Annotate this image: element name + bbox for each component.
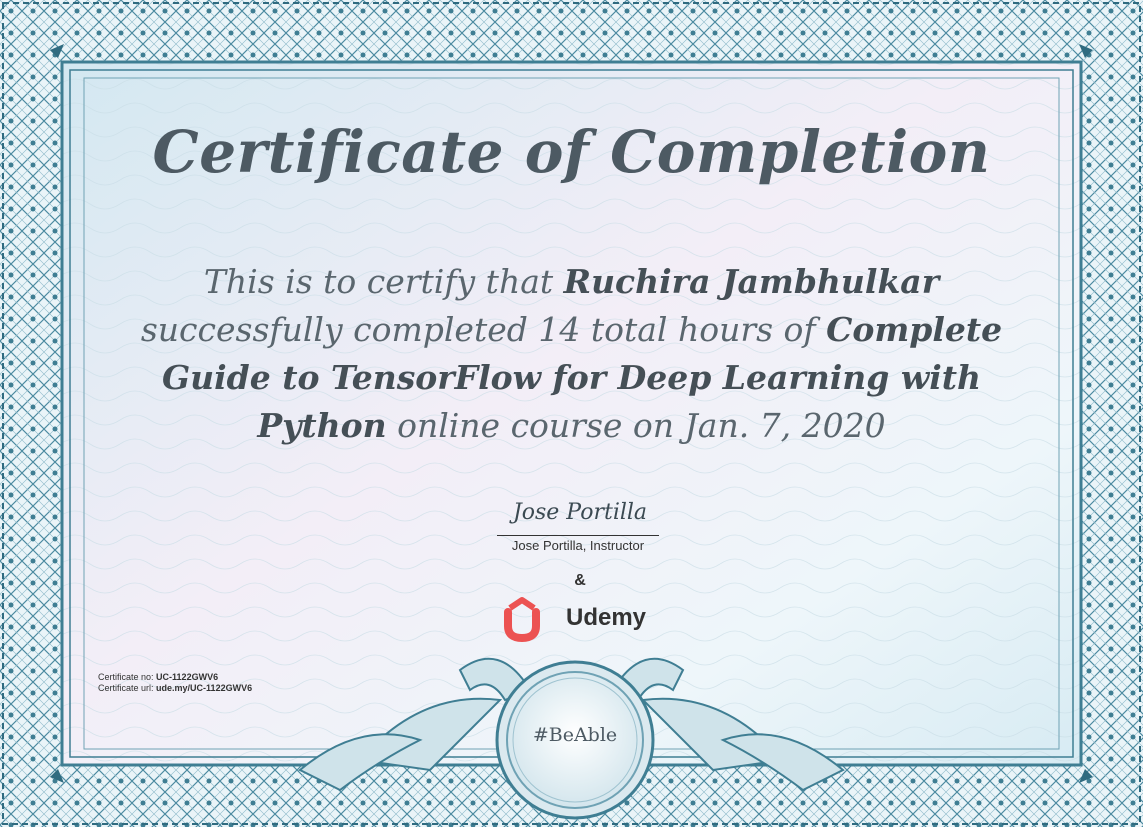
signature-caption: Jose Portilla, Instructor [511, 538, 645, 553]
completed-text: successfully completed [140, 310, 528, 349]
udemy-brand-name: Udemy [566, 604, 647, 631]
certificate-number-row [98, 672, 252, 683]
instructor-signature: Jose Portilla [512, 500, 648, 525]
certificate-number-label: Certificate no: [98, 672, 154, 682]
certificate-details [98, 672, 252, 694]
certificate-number-value: UC-1122GWV6 [156, 672, 219, 682]
hours-text: 14 total hours of [538, 310, 816, 349]
certificate-url-value[interactable]: ude.my/UC-1122GWV6 [156, 683, 253, 693]
certificate-title: Certificate of Completion [152, 118, 991, 186]
certificate-url-row [98, 683, 252, 694]
beable-badge: #BeAble [532, 724, 618, 746]
course-name: Complete Guide to TensorFlow for Deep Learning with Python [161, 310, 1003, 445]
intro-text: This is to certify that [203, 262, 554, 301]
ampersand: & [574, 572, 586, 589]
completion-date: Jan. 7, 2020 [684, 406, 886, 445]
certificate-url-label: Certificate url: [98, 683, 154, 693]
recipient-name: Ruchira Jambhulkar [563, 262, 940, 301]
course-suffix: online course on [397, 406, 675, 445]
signature-line [497, 535, 659, 536]
certification-statement [100, 258, 1043, 450]
